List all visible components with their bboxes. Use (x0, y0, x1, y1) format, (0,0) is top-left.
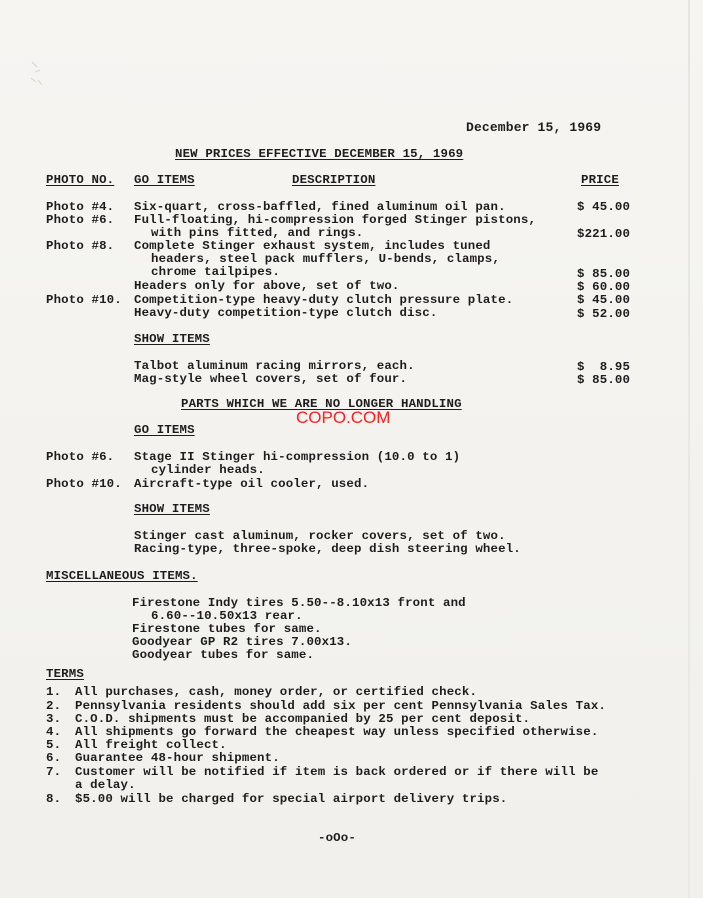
nlh-row1-description-cont: cylinder heads. (151, 463, 265, 477)
show-items-heading: SHOW ITEMS (134, 332, 210, 346)
row5-description: Competition-type heavy-duty clutch pressure plate. (134, 293, 514, 307)
copo-watermark: COPO.COM (296, 408, 391, 427)
paper-fold-shadow (688, 0, 690, 898)
row2-description-cont: with pins fitted, and rings. (151, 226, 364, 240)
row2-price: $221.00 (577, 227, 631, 241)
show-row1-price: $ 8.95 (577, 360, 631, 374)
term7-text: Customer will be notified if item is back ordered or if there will be (75, 765, 599, 779)
term3-text: C.O.D. shipments must be accompanied by 25 per cent deposit. (75, 712, 531, 726)
term3-number: 3. (46, 712, 62, 726)
term2-text: Pennsylvania residents should add six per cent Pennsylvania Sales Tax. (75, 699, 606, 713)
row3-description: Complete Stinger exhaust system, includes tuned (134, 239, 491, 253)
row6-price: $ 52.00 (577, 307, 631, 321)
row1-price: $ 45.00 (577, 200, 631, 214)
row4-price: $ 60.00 (577, 280, 631, 294)
row3-description-cont2: chrome tailpipes. (151, 265, 280, 279)
document-footer: -oOo- (318, 831, 356, 845)
row6-description: Heavy-duty competition-type clutch disc. (134, 306, 438, 320)
go-items-heading: GO ITEMS (134, 423, 195, 437)
term4-text: All shipments go forward the cheapest way unless specified otherwise. (75, 725, 599, 739)
paper-speck-mark (28, 58, 46, 88)
term6-number: 6. (46, 751, 62, 765)
misc-line4: Goodyear GP R2 tires 7.00x13. (132, 635, 352, 649)
row5-price: $ 45.00 (577, 293, 631, 307)
misc-line1: Firestone Indy tires 5.50--8.10x13 front and (132, 596, 466, 610)
row2-description: Full-floating, hi-compression forged Stinger pistons, (134, 213, 537, 227)
document-date: December 15, 1969 (466, 120, 602, 135)
show-row2-price: $ 85.00 (577, 373, 631, 387)
header-price: PRICE (581, 173, 619, 187)
row3-photo: Photo #8. (46, 239, 115, 253)
term8-text: $5.00 will be charged for special airport delivery trips. (75, 792, 508, 806)
nlh-row1-photo: Photo #6. (46, 450, 115, 464)
row2-photo: Photo #6. (46, 213, 115, 227)
term4-number: 4. (46, 725, 62, 739)
term7-text-cont: a delay. (75, 778, 136, 792)
header-go-items: GO ITEMS (134, 173, 195, 187)
term8-number: 8. (46, 792, 62, 806)
misc-line3: Firestone tubes for same. (132, 622, 322, 636)
term6-text: Guarantee 48-hour shipment. (75, 751, 280, 765)
row1-photo: Photo #4. (46, 200, 115, 214)
misc-items-heading: MISCELLANEOUS ITEMS. (46, 569, 198, 583)
term1-text: All purchases, cash, money order, or certified check. (75, 685, 478, 699)
nlh-row2-photo: Photo #10. (46, 477, 122, 491)
nlh-row2-description: Aircraft-type oil cooler, used. (134, 477, 370, 491)
row3-description-cont: headers, steel pack mufflers, U-bends, clamps, (151, 252, 500, 266)
misc-line5: Goodyear tubes for same. (132, 648, 315, 662)
show-items-heading-2: SHOW ITEMS (134, 502, 210, 516)
row5-photo: Photo #10. (46, 293, 122, 307)
term1-number: 1. (46, 685, 62, 699)
document-title: NEW PRICES EFFECTIVE DECEMBER 15, 1969 (175, 147, 464, 161)
nlh-show-row1: Stinger cast aluminum, rocker covers, set of two. (134, 529, 506, 543)
show-row1-description: Talbot aluminum racing mirrors, each. (134, 359, 415, 373)
show-row2-description: Mag-style wheel covers, set of four. (134, 372, 408, 386)
nlh-row1-description: Stage II Stinger hi-compression (10.0 to 1) (134, 450, 461, 464)
term5-number: 5. (46, 738, 62, 752)
misc-line2: 6.60--10.50x13 rear. (151, 609, 303, 623)
term7-number: 7. (46, 765, 62, 779)
term5-text: All freight collect. (75, 738, 227, 752)
no-longer-handling-heading: PARTS WHICH WE ARE NO LONGER HANDLING (181, 397, 462, 411)
header-photo-no: PHOTO NO. (46, 173, 115, 187)
nlh-show-row2: Racing-type, three-spoke, deep dish steering wheel. (134, 542, 521, 556)
terms-heading: TERMS (46, 667, 84, 681)
row4-description: Headers only for above, set of two. (134, 279, 400, 293)
term2-number: 2. (46, 699, 62, 713)
row1-description: Six-quart, cross-baffled, fined aluminum oil pan. (134, 200, 506, 214)
header-description: DESCRIPTION (292, 173, 376, 187)
row3-price: $ 85.00 (577, 267, 631, 281)
